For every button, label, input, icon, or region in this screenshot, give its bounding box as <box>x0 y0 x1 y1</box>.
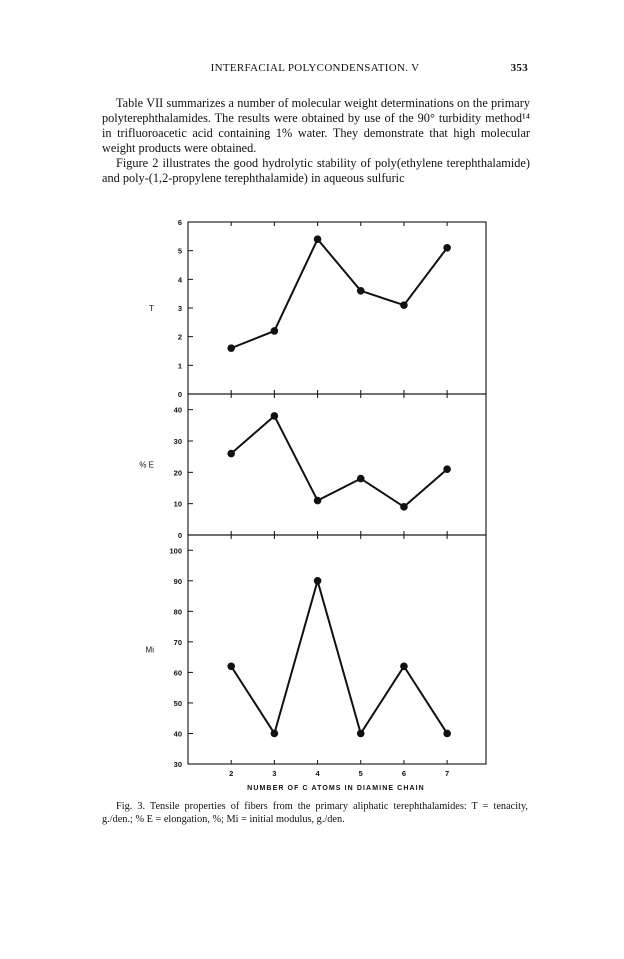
y-tick-label: 20 <box>173 468 182 478</box>
data-point <box>400 301 408 309</box>
x-tick-label: 2 <box>229 769 234 778</box>
y-tick-label: 30 <box>173 437 182 446</box>
y-tick-label: 30 <box>173 760 182 769</box>
paragraph: Figure 2 illustrates the good hydrolytic stability of poly(ethylene terephthalamide) and poly-(1,2-propylene terephthalamide) in aqueous sulfuric <box>102 156 530 185</box>
x-tick-label: 5 <box>358 769 363 778</box>
y-tick-label: 40 <box>173 405 182 415</box>
x-axis-label: NUMBER OF C ATOMS IN DIAMINE CHAIN <box>247 785 425 792</box>
data-point <box>400 503 408 511</box>
y-tick-label: 4 <box>177 275 182 285</box>
figure-caption: Fig. 3. Tensile properties of fibers from the primary aliphatic terephthalamides: T = tenacity, g./den.; % E = elongation, %; Mi = initial modulus, g./den. <box>102 801 528 825</box>
data-point <box>443 465 451 473</box>
data-point <box>357 287 365 295</box>
panel-frame <box>188 222 486 394</box>
data-point <box>443 244 451 252</box>
series-line <box>231 416 447 507</box>
data-point <box>357 475 365 483</box>
body-text <box>102 96 530 186</box>
y-tick-label: 90 <box>173 576 182 586</box>
y-tick-label: 100 <box>169 546 182 556</box>
data-point <box>271 412 279 420</box>
y-tick-label: 60 <box>173 668 182 678</box>
y-tick-label: 5 <box>177 246 182 256</box>
tensile-properties-chart <box>100 214 500 798</box>
x-tick-label: 3 <box>272 769 277 778</box>
y-tick-label: 1 <box>177 361 182 371</box>
page-number: 353 <box>510 62 528 74</box>
data-point <box>314 577 322 585</box>
x-tick-label: 6 <box>401 769 407 778</box>
data-point <box>271 730 279 738</box>
y-tick-label: 80 <box>173 607 182 617</box>
running-header <box>102 62 528 78</box>
data-point <box>227 450 235 458</box>
data-point <box>314 235 322 243</box>
paragraph: Table VII summarizes a number of molecular weight determinations on the primary polyterephthalamides. The results were obtained by use of the 90° turbidity method¹⁴ in trifluoroacetic acid containing 1% water. They demonstrate that high molecular weight products were obtained. <box>102 96 530 155</box>
y-tick-label: 0 <box>177 390 182 399</box>
x-tick-label: 4 <box>315 769 320 778</box>
y-tick-label: 3 <box>177 304 182 313</box>
running-title: INTERFACIAL POLYCONDENSATION. V <box>210 62 420 74</box>
data-point <box>227 662 235 670</box>
y-tick-label: 2 <box>177 332 182 342</box>
y-tick-label: 40 <box>173 729 182 739</box>
y-tick-label: 0 <box>177 531 182 540</box>
panel-frame <box>188 394 486 535</box>
data-point <box>443 730 451 738</box>
data-point <box>400 662 408 670</box>
y-tick-label: 70 <box>173 637 182 647</box>
y-tick-label: 10 <box>173 499 182 509</box>
data-point <box>314 497 322 505</box>
figure <box>100 214 500 803</box>
x-tick-label: 7 <box>445 769 450 778</box>
y-axis-label: T <box>149 304 154 313</box>
data-point <box>227 344 235 352</box>
y-tick-label: 50 <box>173 698 182 708</box>
data-point <box>357 730 365 738</box>
data-point <box>271 327 279 335</box>
y-tick-label: 6 <box>177 218 182 227</box>
series-line <box>231 239 447 348</box>
series-line <box>231 581 447 734</box>
y-axis-label: Mi <box>145 645 154 655</box>
y-axis-label: % E <box>139 460 154 470</box>
